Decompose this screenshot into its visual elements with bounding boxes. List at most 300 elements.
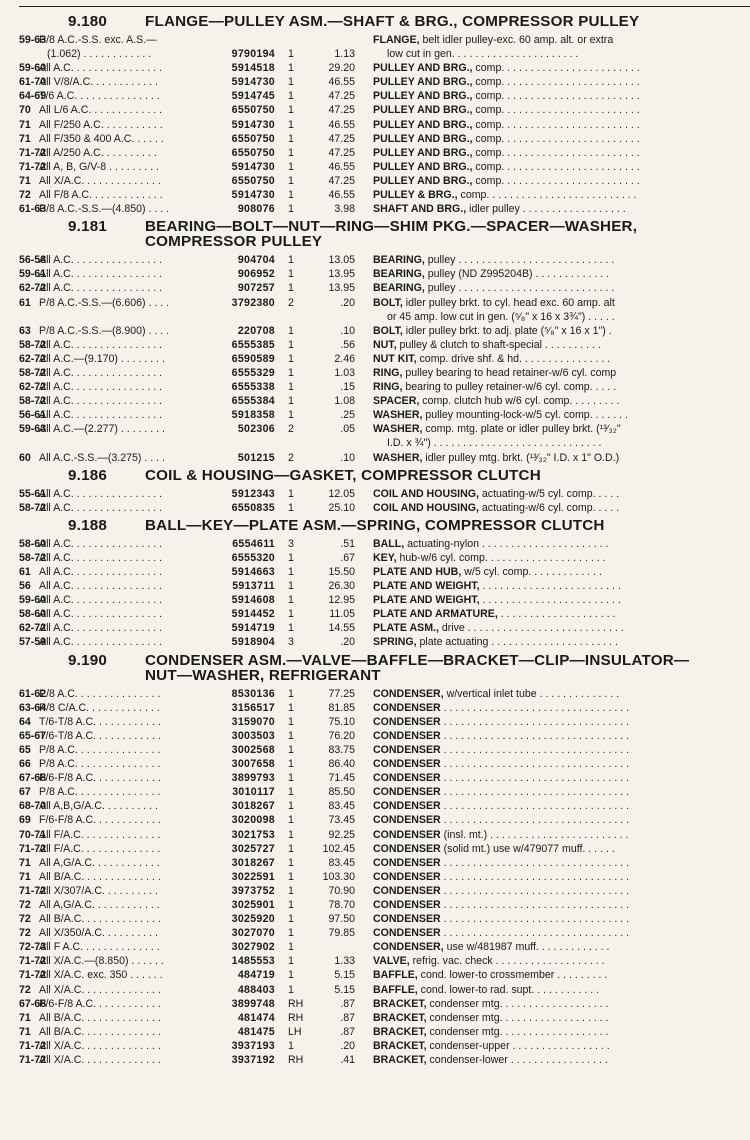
part-description: pulley (ND Z995204B) . . . . . . . . . . . . . bbox=[424, 268, 610, 281]
part-name: PLATE AND ARMATURE, bbox=[373, 608, 498, 621]
description-cell bbox=[355, 607, 684, 621]
model-cell: All A.C. . . . . . . . . . . . . . . . bbox=[39, 608, 163, 621]
year-cell: 62-72 bbox=[19, 381, 47, 394]
part-name: PULLEY AND BRG., bbox=[373, 174, 473, 187]
model-cell: P/8 A.C. . . . . . . . . . . . . . . bbox=[39, 687, 161, 700]
description-cell bbox=[355, 715, 684, 729]
year-cell bbox=[19, 436, 39, 450]
year-cell: 58-72 bbox=[19, 551, 47, 564]
model-cell: All B/A.C. . . . . . . . . . . . . . bbox=[39, 1011, 161, 1024]
price-cell: 12.05 bbox=[328, 487, 355, 500]
part-number-cell: 3025727 bbox=[231, 842, 275, 855]
model-cell: P/8 A.C. . . . . . . . . . . . . . . bbox=[39, 786, 161, 799]
model-cell: T/6 A.C. . . . . . . . . . . . . . . bbox=[39, 90, 160, 103]
model-cell: All A.C. . . . . . . . . . . . . . . . bbox=[39, 566, 163, 578]
model-cell bbox=[39, 310, 211, 324]
model-cell: All F/350 & 400 A.C. . . . . . bbox=[39, 132, 164, 145]
part-name: CONDENSER bbox=[373, 814, 441, 827]
table-row bbox=[19, 366, 750, 380]
model-cell: All B/A.C. . . . . . . . . . . . . . bbox=[39, 870, 161, 883]
section-9-180 bbox=[19, 14, 750, 216]
part-number-cell: 3937192 bbox=[231, 1054, 275, 1066]
price-cell: 47.25 bbox=[328, 90, 355, 103]
table-row bbox=[19, 267, 750, 281]
part-description: drive . . . . . . . . . . . . . . . . . . . . . . . . . . . bbox=[438, 622, 624, 635]
model-cell: All F/250 A.C. . . . . . . . . . . bbox=[39, 118, 163, 131]
table-row bbox=[19, 607, 750, 621]
price-cell: 15.50 bbox=[328, 566, 355, 578]
part-description: comp. drive shf. & hd. . . . . . . . . . . . . . . . bbox=[416, 352, 611, 365]
price-cell: 83.75 bbox=[328, 743, 355, 756]
description-cell bbox=[355, 1011, 684, 1025]
quantity-cell: 1 bbox=[288, 118, 294, 131]
part-number-cell: 484719 bbox=[237, 969, 275, 982]
year-cell: 66 bbox=[19, 758, 31, 771]
description-cell bbox=[355, 983, 684, 997]
model-cell: F/6-F/8 A.C. . . . . . . . . . . . bbox=[39, 772, 161, 785]
year-cell: 58-72 bbox=[19, 366, 47, 379]
year-cell: 60 bbox=[19, 451, 31, 464]
part-description: comp. clutch hub w/6 cyl. comp. . . . . . . . . bbox=[419, 395, 620, 408]
part-description: bearing to pulley retainer-w/6 cyl. comp. . . . . bbox=[402, 381, 617, 394]
price-cell: 46.55 bbox=[328, 76, 355, 89]
price-cell: .51 bbox=[340, 537, 355, 550]
year-cell: 71 bbox=[19, 118, 31, 131]
description-cell bbox=[355, 565, 684, 579]
table-row bbox=[19, 75, 750, 89]
quantity-cell: 1 bbox=[288, 62, 294, 75]
part-description: or 45 amp. low cut in gen. (⁵⁄₈" x 16 x 3¾") . . . . . bbox=[387, 310, 615, 323]
price-cell: 29.20 bbox=[328, 62, 355, 75]
part-name: BEARING, bbox=[373, 282, 425, 295]
section-number: 9.188 bbox=[68, 516, 108, 534]
model-cell: P/8 A.C.-S.S.—(8.900) . . . . bbox=[39, 324, 170, 337]
part-description: . . . . . . . . . . . . . . . . . . . . . . . . . . . . . . . . bbox=[440, 814, 630, 827]
part-description: comp. . . . . . . . . . . . . . . . . . . . . . . . bbox=[472, 76, 640, 89]
quantity-cell: 1 bbox=[288, 884, 294, 897]
part-name: BEARING, bbox=[373, 254, 425, 267]
table-row bbox=[19, 1039, 750, 1053]
price-cell: 26.30 bbox=[328, 580, 355, 593]
quantity-cell: 2 bbox=[288, 423, 294, 436]
table-row bbox=[19, 579, 750, 593]
part-number-cell: 6550750 bbox=[231, 146, 275, 159]
table-row bbox=[19, 422, 750, 436]
section-9-188 bbox=[19, 518, 750, 650]
part-number-cell: 907257 bbox=[237, 282, 275, 295]
part-description: idler pulley brkt. to cyl. head exc. 60 amp. alt bbox=[402, 296, 615, 309]
part-name: PULLEY AND BRG., bbox=[373, 62, 473, 75]
quantity-cell: 2 bbox=[288, 296, 294, 309]
part-number-cell: 904704 bbox=[237, 254, 275, 267]
quantity-cell: 1 bbox=[288, 409, 294, 422]
section-title: BALL—KEY—PLATE ASM.—SPRING, COMPRESSOR CLUTCH bbox=[145, 516, 605, 534]
year-cell: 59-61 bbox=[19, 268, 47, 281]
part-name: CONDENSER bbox=[373, 758, 441, 771]
table-row bbox=[19, 771, 750, 785]
part-name: PLATE AND WEIGHT, bbox=[373, 594, 480, 607]
model-cell: All F/A.C. . . . . . . . . . . . . . bbox=[39, 842, 161, 855]
part-description: actuating-nylon . . . . . . . . . . . . . . . . . . . . . . bbox=[404, 537, 609, 550]
part-number-cell: 481475 bbox=[237, 1025, 275, 1038]
description-cell bbox=[355, 912, 684, 926]
table-row bbox=[19, 202, 750, 216]
description-cell bbox=[355, 160, 684, 174]
price-cell: .10 bbox=[340, 324, 355, 337]
table-row bbox=[19, 940, 750, 954]
model-cell: P/8 A.C.-S.S. exc. A.S.— bbox=[39, 34, 157, 46]
year-cell: 68-70 bbox=[19, 800, 47, 813]
model-cell: All A, B, G/V-8 . . . . . . . . . bbox=[39, 160, 160, 173]
description-cell bbox=[355, 202, 684, 216]
quantity-cell: 1 bbox=[288, 352, 294, 365]
model-cell: All V/8/A.C. . . . . . . . . . . . bbox=[39, 76, 158, 89]
price-cell: .05 bbox=[340, 423, 355, 436]
part-number-cell: 501215 bbox=[237, 451, 275, 464]
model-cell: All B/A.C. . . . . . . . . . . . . . bbox=[39, 1025, 161, 1038]
parts-list bbox=[19, 253, 750, 464]
price-cell: 1.08 bbox=[334, 395, 355, 408]
description-cell bbox=[355, 813, 684, 827]
year-cell: 58-60 bbox=[19, 608, 47, 621]
quantity-cell: 3 bbox=[288, 537, 294, 550]
part-name: FLANGE, bbox=[373, 34, 420, 46]
model-cell: P/8 C/A.C. . . . . . . . . . . . . bbox=[39, 701, 160, 714]
description-cell bbox=[355, 487, 684, 501]
part-name: PULLEY AND BRG., bbox=[373, 76, 473, 89]
part-name: PULLEY AND BRG., bbox=[373, 104, 473, 117]
table-row bbox=[19, 174, 750, 188]
part-number-cell: 3007658 bbox=[231, 758, 275, 771]
year-cell: 67 bbox=[19, 786, 31, 799]
table-row bbox=[19, 451, 750, 465]
part-number-cell: 3792380 bbox=[231, 296, 275, 309]
quantity-cell: 1 bbox=[288, 104, 294, 117]
model-cell: All F/A.C. . . . . . . . . . . . . . bbox=[39, 828, 161, 841]
part-name: PULLEY & BRG., bbox=[373, 189, 458, 202]
part-name: CONDENSER bbox=[373, 884, 441, 897]
part-description: . . . . . . . . . . . . . . . . . . . . . . . . . . . . . . . . bbox=[440, 884, 630, 897]
description-cell bbox=[355, 884, 684, 898]
quantity-cell: 1 bbox=[288, 772, 294, 785]
part-number-cell: 8530136 bbox=[231, 687, 275, 700]
quantity-cell: 1 bbox=[288, 338, 294, 351]
part-number-cell: 3027902 bbox=[231, 941, 275, 954]
table-row bbox=[19, 296, 750, 310]
description-cell bbox=[355, 394, 684, 408]
year-cell: 62-72 bbox=[19, 282, 47, 295]
price-cell: 46.55 bbox=[328, 118, 355, 131]
part-description: condenser mtg. . . . . . . . . . . . . . . . . . . bbox=[426, 1025, 609, 1038]
part-number-cell: 3159070 bbox=[231, 715, 275, 728]
part-number-cell: 5918904 bbox=[231, 636, 275, 649]
part-number-cell bbox=[211, 310, 275, 324]
part-name: BEARING, bbox=[373, 268, 425, 281]
table-row bbox=[19, 310, 750, 324]
price-cell: 46.55 bbox=[328, 160, 355, 173]
sections-container bbox=[19, 0, 750, 1067]
year-cell: 72 bbox=[19, 913, 31, 926]
model-cell: All A.C. . . . . . . . . . . . . . . . bbox=[39, 395, 163, 408]
parts-list bbox=[19, 687, 750, 1068]
description-cell bbox=[355, 940, 684, 954]
part-number-cell: 5918358 bbox=[231, 409, 275, 422]
description-cell bbox=[355, 997, 684, 1011]
description-cell bbox=[355, 47, 684, 61]
model-cell: All A.C.—(9.170) . . . . . . . . bbox=[39, 352, 165, 365]
model-cell: All A.C. . . . . . . . . . . . . . . . bbox=[39, 409, 163, 422]
model-cell: All F A.C. . . . . . . . . . . . . . bbox=[39, 941, 160, 954]
part-name: CONDENSER, bbox=[373, 941, 444, 954]
quantity-cell: 1 bbox=[288, 268, 294, 281]
part-name: BRACKET, bbox=[373, 997, 427, 1010]
price-cell bbox=[313, 33, 355, 47]
table-row bbox=[19, 33, 750, 47]
part-number-cell: 3025901 bbox=[231, 898, 275, 911]
year-cell: 71-72 bbox=[19, 1039, 47, 1052]
quantity-cell: 1 bbox=[288, 687, 294, 700]
part-number-cell: 3020098 bbox=[231, 814, 275, 827]
part-description: comp. . . . . . . . . . . . . . . . . . . . . . . . bbox=[472, 62, 640, 75]
year-cell: 71 bbox=[19, 856, 31, 869]
table-row bbox=[19, 593, 750, 607]
table-row bbox=[19, 146, 750, 160]
table-row bbox=[19, 551, 750, 565]
year-cell: 59-60 bbox=[19, 594, 47, 607]
part-number-cell: 3899748 bbox=[231, 997, 275, 1010]
part-number-cell: 6555329 bbox=[231, 366, 275, 379]
year-cell: 72 bbox=[19, 983, 31, 996]
table-row bbox=[19, 968, 750, 982]
description-cell bbox=[355, 422, 684, 436]
table-row bbox=[19, 132, 750, 146]
description-cell bbox=[355, 366, 684, 380]
table-row bbox=[19, 118, 750, 132]
part-number-cell: 3022591 bbox=[231, 870, 275, 883]
section-9-181 bbox=[19, 219, 750, 464]
quantity-cell: 1 bbox=[288, 814, 294, 827]
part-description: . . . . . . . . . . . . . . . . . . . . . . . . bbox=[479, 594, 621, 607]
model-cell: All X/A.C. . . . . . . . . . . . . . bbox=[39, 1054, 161, 1066]
year-cell: 59-63 bbox=[19, 423, 47, 436]
part-name: BOLT, bbox=[373, 296, 403, 309]
part-description: pulley . . . . . . . . . . . . . . . . . . . . . . . . . . . bbox=[424, 282, 615, 295]
year-cell: 67-68 bbox=[19, 997, 47, 1010]
part-number-cell: 5914663 bbox=[231, 566, 275, 578]
description-cell bbox=[355, 743, 684, 757]
year-cell: 71-72 bbox=[19, 969, 47, 982]
table-row bbox=[19, 394, 750, 408]
part-number-cell: 6555385 bbox=[231, 338, 275, 351]
table-row bbox=[19, 635, 750, 649]
part-number-cell: 5914730 bbox=[231, 76, 275, 89]
price-cell: 97.50 bbox=[328, 913, 355, 926]
description-cell bbox=[355, 687, 684, 701]
quantity-cell bbox=[275, 33, 313, 47]
part-name: BOLT, bbox=[373, 324, 403, 337]
part-number-cell: 5912343 bbox=[231, 487, 275, 500]
part-description: . . . . . . . . . . . . . . . . . . . . . . . . . . . . . . . . bbox=[440, 743, 630, 756]
part-name: CONDENSER bbox=[373, 927, 441, 940]
quantity-cell: 1 bbox=[288, 870, 294, 883]
part-name: BAFFLE, bbox=[373, 983, 418, 996]
model-cell: All A,G/A.C. . . . . . . . . . . . bbox=[39, 856, 160, 869]
quantity-cell: 1 bbox=[288, 76, 294, 89]
price-cell: 5.15 bbox=[334, 969, 355, 982]
table-row bbox=[19, 1025, 750, 1039]
part-name: CONDENSER bbox=[373, 786, 441, 799]
table-row bbox=[19, 856, 750, 870]
part-description: condenser mtg. . . . . . . . . . . . . . . . . . . bbox=[426, 997, 609, 1010]
quantity-cell: 2 bbox=[288, 451, 294, 464]
model-cell: All X/A.C. exc. 350 . . . . . . bbox=[39, 969, 163, 982]
price-cell: 78.70 bbox=[328, 898, 355, 911]
part-name: PLATE AND HUB, bbox=[373, 566, 462, 578]
price-cell: .67 bbox=[340, 551, 355, 564]
quantity-cell: 1 bbox=[288, 608, 294, 621]
price-cell: .20 bbox=[340, 636, 355, 649]
year-cell: 72 bbox=[19, 927, 31, 940]
year-cell: 72 bbox=[19, 189, 31, 202]
quantity-cell: 1 bbox=[288, 160, 294, 173]
part-name: BALL, bbox=[373, 537, 405, 550]
quantity-cell: 1 bbox=[288, 983, 294, 996]
part-description: . . . . . . . . . . . . . . . . . . . . . . . . . . . . . . . . bbox=[440, 898, 630, 911]
part-description: idler pulley . . . . . . . . . . . . . . . . . . bbox=[466, 203, 626, 216]
part-description: cond. lower-to crossmember . . . . . . . . . bbox=[417, 969, 608, 982]
part-description: (insl. mt.) . . . . . . . . . . . . . . . . . . . . . . . . bbox=[440, 828, 629, 841]
year-cell: 63 bbox=[19, 324, 31, 337]
table-row bbox=[19, 912, 750, 926]
part-name: CONDENSER bbox=[373, 913, 441, 926]
year-cell: 71-72 bbox=[19, 1054, 47, 1066]
year-cell: 71 bbox=[19, 132, 31, 145]
part-name: BRACKET, bbox=[373, 1054, 427, 1066]
year-cell: 59-63 bbox=[19, 34, 47, 46]
part-name: CONDENSER, bbox=[373, 687, 444, 700]
section-title: FLANGE—PULLEY ASM.—SHAFT & BRG., COMPRESSOR PULLEY bbox=[145, 13, 640, 30]
price-cell: 83.45 bbox=[328, 800, 355, 813]
table-row bbox=[19, 687, 750, 701]
part-description: low cut in gen. . . . . . . . . . . . . . . . . . . . . . bbox=[387, 48, 579, 61]
part-description: belt idler pulley-exc. 60 amp. alt. or extra bbox=[419, 34, 614, 46]
description-cell bbox=[355, 593, 684, 607]
quantity-cell: 1 bbox=[288, 146, 294, 159]
year-cell: 72 bbox=[19, 898, 31, 911]
part-number-cell bbox=[211, 33, 275, 47]
description-cell bbox=[355, 579, 684, 593]
year-cell: 71 bbox=[19, 174, 31, 187]
table-row bbox=[19, 188, 750, 202]
parts-list bbox=[19, 33, 750, 216]
quantity-cell: RH bbox=[288, 1054, 304, 1066]
price-cell: 70.90 bbox=[328, 884, 355, 897]
table-row bbox=[19, 338, 750, 352]
table-row bbox=[19, 621, 750, 635]
year-cell: 58-72 bbox=[19, 501, 47, 514]
part-name: SPACER, bbox=[373, 395, 420, 408]
price-cell: 12.95 bbox=[328, 594, 355, 607]
part-description: condenser-upper . . . . . . . . . . . . . . . . . bbox=[426, 1039, 610, 1052]
part-number-cell: 502306 bbox=[237, 423, 275, 436]
model-cell: All X/A.C. . . . . . . . . . . . . . bbox=[39, 1039, 161, 1052]
year-cell: 67-68 bbox=[19, 772, 47, 785]
price-cell: 13.95 bbox=[328, 268, 355, 281]
table-row bbox=[19, 61, 750, 75]
description-cell bbox=[355, 701, 684, 715]
model-cell: All A.C. . . . . . . . . . . . . . . . bbox=[39, 501, 163, 514]
year-cell: 63-64 bbox=[19, 701, 47, 714]
part-description: plate actuating . . . . . . . . . . . . . . . . . . . . . . bbox=[416, 636, 618, 649]
table-row bbox=[19, 253, 750, 267]
description-cell bbox=[355, 338, 684, 352]
price-cell: .15 bbox=[340, 381, 355, 394]
part-description: condenser-lower . . . . . . . . . . . . . . . . . bbox=[426, 1054, 608, 1066]
part-number-cell: 3002568 bbox=[231, 743, 275, 756]
model-cell: All A.C. . . . . . . . . . . . . . . . bbox=[39, 580, 163, 593]
description-cell bbox=[355, 33, 684, 47]
part-number-cell: 5914730 bbox=[231, 189, 275, 202]
part-description: hub-w/6 cyl. comp. . . . . . . . . . . . . . . . . . . . . bbox=[396, 551, 606, 564]
top-rule bbox=[19, 6, 750, 7]
part-name: CONDENSER bbox=[373, 856, 441, 869]
part-number-cell: 5914745 bbox=[231, 90, 275, 103]
model-cell: All X/A.C. . . . . . . . . . . . . . bbox=[39, 174, 161, 187]
part-name: CONDENSER bbox=[373, 715, 441, 728]
price-cell: 102.45 bbox=[322, 842, 355, 855]
price-cell: 86.40 bbox=[328, 758, 355, 771]
description-cell bbox=[355, 188, 684, 202]
part-name: COIL AND HOUSING, bbox=[373, 487, 479, 500]
price-cell bbox=[313, 436, 355, 450]
price-cell: .10 bbox=[340, 451, 355, 464]
price-cell: 11.05 bbox=[329, 608, 355, 621]
price-cell: .20 bbox=[340, 1039, 355, 1052]
part-number-cell: 908076 bbox=[237, 203, 275, 216]
price-cell bbox=[313, 940, 355, 954]
part-description: idler pulley brkt. to adj. plate (⁵⁄₈" x 16 x 1") . bbox=[402, 324, 612, 337]
description-cell bbox=[355, 828, 684, 842]
model-cell: All A.C. . . . . . . . . . . . . . . . bbox=[39, 594, 163, 607]
part-number-cell: 6555320 bbox=[231, 551, 275, 564]
description-cell bbox=[355, 132, 684, 146]
table-row bbox=[19, 1053, 750, 1067]
part-number-cell: 6550750 bbox=[231, 104, 275, 117]
quantity-cell: 1 bbox=[288, 969, 294, 982]
part-number-cell: 6550835 bbox=[231, 501, 275, 514]
part-name: RING, bbox=[373, 366, 403, 379]
quantity-cell: 1 bbox=[288, 282, 294, 295]
part-name: CONDENSER bbox=[373, 800, 441, 813]
description-cell bbox=[355, 799, 684, 813]
part-name: PULLEY AND BRG., bbox=[373, 118, 473, 131]
part-number-cell: 5914719 bbox=[231, 622, 275, 635]
part-number-cell: 6550750 bbox=[231, 174, 275, 187]
part-description: . . . . . . . . . . . . . . . . . . . . . . . . . . . . . . . . bbox=[440, 856, 630, 869]
part-description: w/vertical inlet tube . . . . . . . . . . . . . . bbox=[443, 687, 620, 700]
section-9-186 bbox=[19, 468, 750, 515]
year-cell: 58-72 bbox=[19, 395, 47, 408]
year-cell: 56 bbox=[19, 580, 31, 593]
description-cell bbox=[355, 281, 684, 295]
part-name: WASHER, bbox=[373, 423, 423, 436]
price-cell: 3.98 bbox=[334, 203, 355, 216]
model-cell: P/8 A.C. . . . . . . . . . . . . . . bbox=[39, 758, 161, 771]
part-number-cell: 3937193 bbox=[231, 1039, 275, 1052]
quantity-cell: 1 bbox=[288, 913, 294, 926]
year-cell: 71-72 bbox=[19, 146, 47, 159]
model-cell: All X/A.C. . . . . . . . . . . . . . bbox=[39, 983, 161, 996]
